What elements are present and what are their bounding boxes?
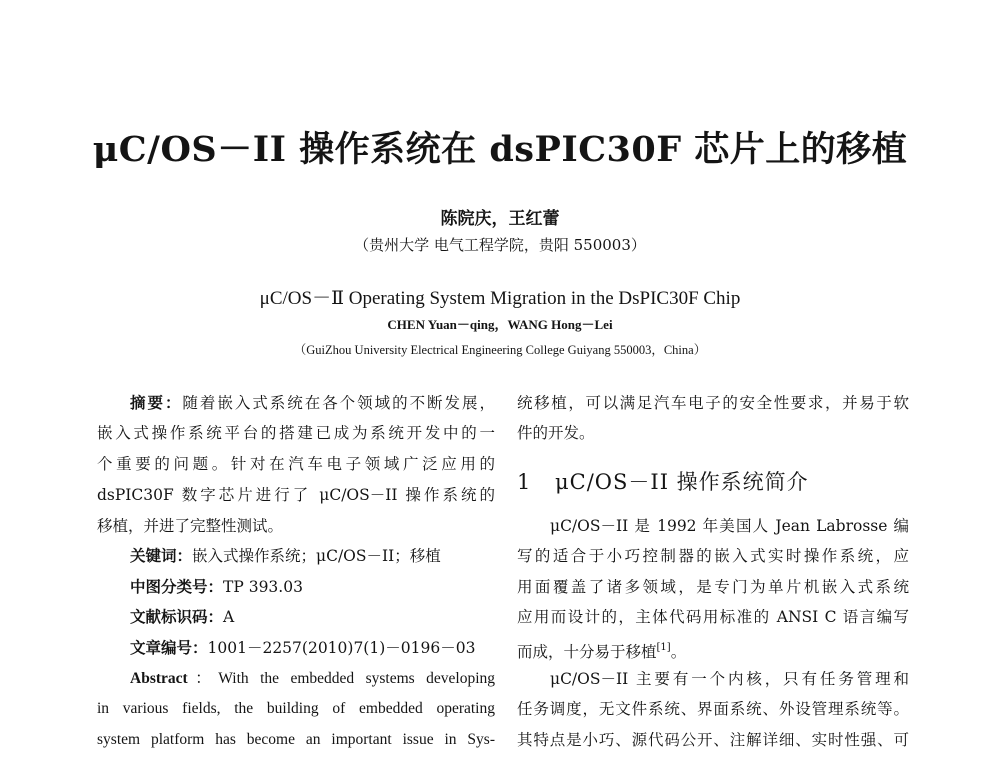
para1-line-2: 写的适合于小巧控制器的嵌入式实时操作系统，应	[517, 547, 909, 565]
doc-code-label: 文献标识码：	[130, 607, 224, 626]
paper-title-en: μC/OS－Ⅱ Operating System Migration in the DsPIC30F Chip	[259, 288, 741, 309]
clc-value: TP 393.03	[223, 578, 303, 596]
authors-cn: 陈院庆，王红蕾	[440, 209, 560, 229]
intro-line-1: 统移植，可以满足汽车电子的安全性要求，并易于软	[517, 394, 909, 412]
para1-last-text: 而成，十分易于移植	[517, 643, 657, 661]
section-title: μC/OS－II 操作系统简介	[555, 470, 809, 494]
abstract-en-label: Abstract	[130, 670, 188, 687]
clc-number	[130, 577, 303, 597]
abstract-line-1	[97, 393, 495, 413]
abstract-label: 摘要：	[130, 393, 183, 412]
intro-line-2: 件的开发。	[517, 424, 595, 442]
abstract-en-line-3: system platform has become an important issue in Sys-	[97, 731, 495, 748]
para1-end: 。	[670, 643, 687, 661]
clc-label: 中图分类号：	[130, 577, 224, 596]
para1-line-1: μC/OS－II 是 1992 年美国人 Jean Labrosse 编	[550, 517, 909, 535]
para2-line-3: 其特点是小巧、源代码公开、注解详细、实时性强、可	[517, 731, 909, 749]
abstract-line-4: dsPIC30F 数字芯片进行了 μC/OS－II 操作系统的	[97, 486, 495, 504]
article-no-value: 1001－2257(2010)7(1)－0196－03	[207, 639, 476, 657]
keywords-value: 嵌入式操作系统；μC/OS－II；移植	[192, 547, 441, 565]
para1-line-5	[517, 638, 909, 662]
affiliation-cn: （贵州大学 电气工程学院，贵阳 550003）	[354, 236, 646, 254]
citation-ref: [1]	[656, 642, 671, 653]
affiliation-en: （GuiZhou University Electrical Engineering College Guiyang 550003，China）	[293, 343, 707, 357]
abstract-en-text-1: ：With the embedded systems developing	[187, 670, 495, 687]
abstract-en-line-2: in various fields, the building of embedded operating	[97, 700, 495, 717]
article-number	[130, 638, 475, 658]
article-no-label: 文章编号：	[130, 638, 208, 657]
abstract-line-3: 个重要的问题。针对在汽车电子领域广泛应用的	[97, 455, 495, 473]
para1-line-3: 用面覆盖了诸多领域，是专门为单片机嵌入式系统	[517, 578, 909, 596]
abstract-line-5: 移植，并进了完整性测试。	[97, 517, 284, 535]
para1-line-4: 应用而设计的，主体代码用标准的 ANSI C 语言编写	[517, 608, 909, 626]
abstract-en-line-1	[97, 669, 495, 689]
abstract-line-2: 嵌入式操作系统平台的搭建已成为系统开发中的一	[97, 424, 495, 442]
keywords	[130, 546, 441, 566]
document-code	[130, 607, 234, 627]
doc-code-value: A	[223, 608, 235, 626]
abstract-text-1: 随着嵌入式系统在各个领域的不断发展，	[182, 394, 495, 412]
paper-title: μC/OS－II 操作系统在 dsPIC30F 芯片上的移植	[92, 129, 908, 170]
section-1-heading	[517, 466, 809, 496]
para2-line-2: 任务调度，无文件系统、界面系统、外设管理系统等。	[517, 700, 909, 718]
para2-line-1: μC/OS－II 主要有一个内核，只有任务管理和	[550, 670, 909, 688]
authors-en: CHEN Yuan－qing，WANG Hong－Lei	[387, 317, 613, 332]
section-number: 1	[517, 470, 531, 494]
keywords-label: 关键词：	[130, 546, 193, 565]
